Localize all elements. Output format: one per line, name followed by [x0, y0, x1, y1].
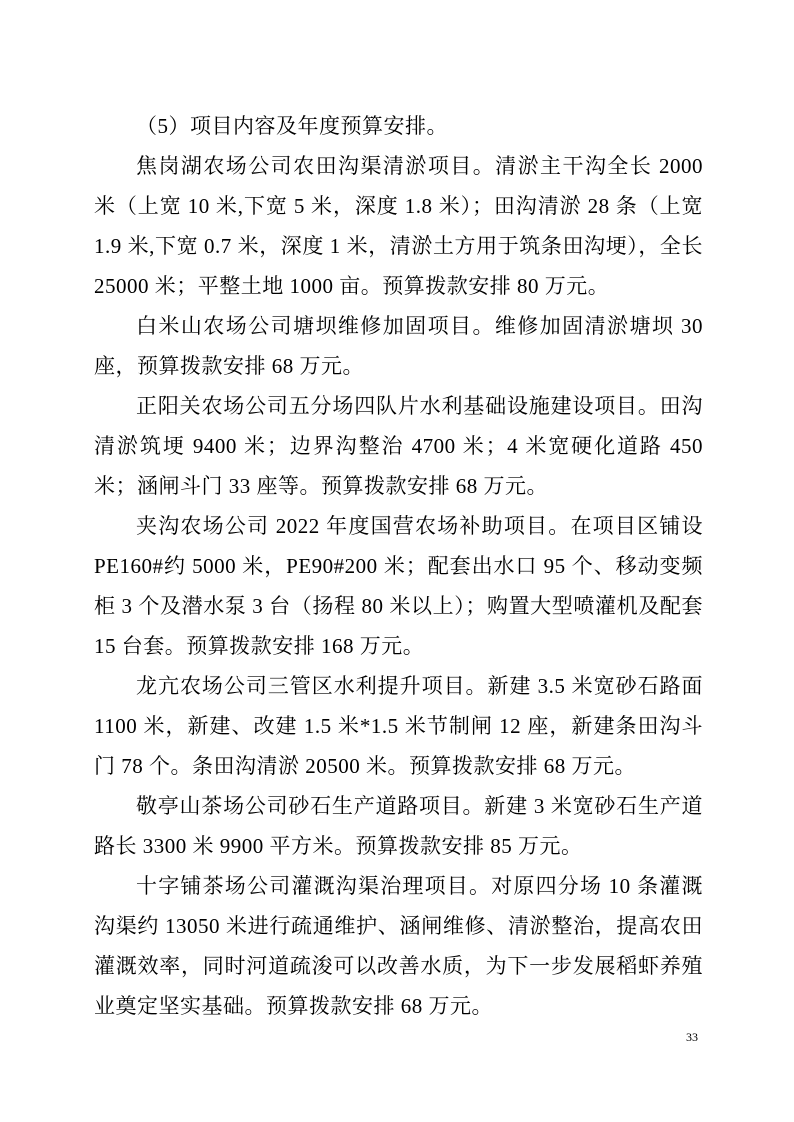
section-heading: （5）项目内容及年度预算安排。	[136, 114, 448, 138]
paragraph-jingtingshan-teafarm-project: 敬亭山茶场公司砂石生产道路项目。新建 3 米宽砂石生产道路长 3300 米 9900 平方米。预算拨款安排 85 万元。	[94, 794, 703, 858]
document-content	[94, 106, 703, 1026]
page-number: 33	[686, 1030, 698, 1044]
paragraph-zhengyangguan-farm-project: 正阳关农场公司五分场四队片水利基础设施建设项目。田沟清淤筑埂 9400 米；边界沟整治 4700 米；4 米宽硬化道路 450 米；涵闸斗门 33 座等。预算拨款安排 68 万元。	[94, 394, 703, 498]
paragraph-jiaoganghu-farm-project: 焦岗湖农场公司农田沟渠清淤项目。清淤主干沟全长 2000 米（上宽 10 米,下宽 5 米，深度 1.8 米）；田沟清淤 28 条（上宽 1.9 米,下宽 0.7 米，深度 1 米，清淤土方用于筑条田沟埂），全长 25000 米；平整土地 1000 亩。预算拨款安排 80 万元。	[94, 154, 703, 298]
paragraph-baimishan-farm-project: 白米山农场公司塘坝维修加固项目。维修加固清淤塘坝 30 座，预算拨款安排 68 万元。	[94, 314, 703, 378]
paragraph-longkang-farm-project: 龙亢农场公司三管区水利提升项目。新建 3.5 米宽砂石路面 1100 米，新建、改建 1.5 米*1.5 米节制闸 12 座，新建条田沟斗门 78 个。条田沟清淤 20500 米。预算拨款安排 68 万元。	[94, 674, 703, 778]
paragraph-jiagou-farm-project: 夹沟农场公司 2022 年度国营农场补助项目。在项目区铺设 PE160#约 5000 米，PE90#200 米；配套出水口 95 个、移动变频柜 3 个及潜水泵 3 台（扬程 80 米以上）；购置大型喷灌机及配套 15 台套。预算拨款安排 168 万元。	[94, 514, 703, 658]
paragraph-shizipu-teafarm-project: 十字铺茶场公司灌溉沟渠治理项目。对原四分场 10 条灌溉沟渠约 13050 米进行疏通维护、涵闸维修、清淤整治，提高农田灌溉效率，同时河道疏浚可以改善水质，为下一步发展稻虾养殖业奠定坚实基础。预算拨款安排 68 万元。	[94, 874, 703, 1018]
